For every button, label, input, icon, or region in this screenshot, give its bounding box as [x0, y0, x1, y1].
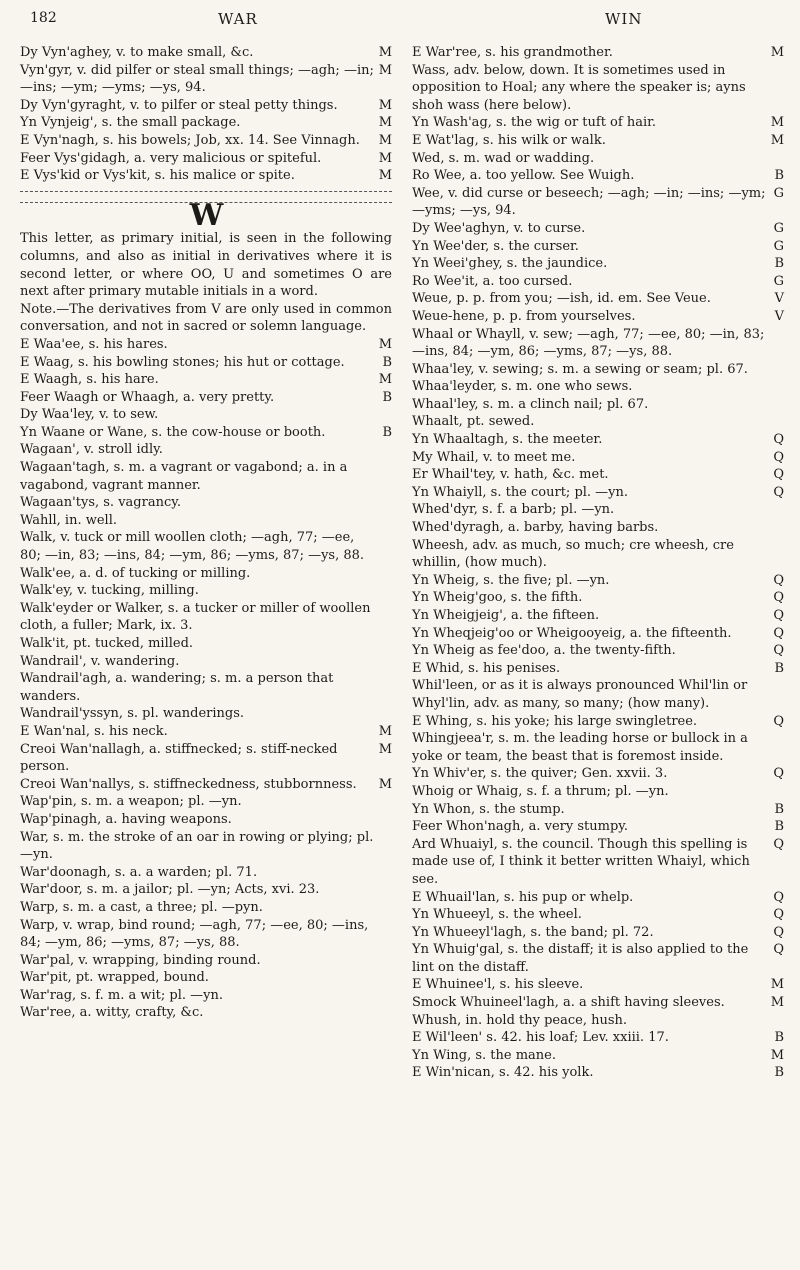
entry-source-tag: Q	[773, 942, 784, 958]
entry-source-tag: Q	[773, 484, 784, 500]
dictionary-entry	[20, 881, 392, 899]
entry-source-tag: V	[774, 308, 784, 324]
entry-text: Feer Vys'gidagh, a. very malicious or spiteful.	[20, 150, 322, 166]
entry-text: E War'ree, s. his grandmother.	[412, 45, 613, 60]
entry-source-tag: B	[774, 819, 784, 835]
dictionary-entry	[412, 396, 784, 414]
entry-source-tag: M	[770, 132, 784, 148]
dictionary-entry	[412, 924, 784, 942]
dictionary-entry	[412, 1012, 784, 1030]
entry-text: Walk, v. tuck or mill woollen cloth; —agh, 77; —ee, 80; —in, 83; —ins, 84; —ym, 86; —yms, 87; —ys, 88.	[20, 530, 365, 564]
entry-text: Er Whail'tey, v. hath, &c. met.	[412, 467, 609, 483]
entry-text: Yn Wheqjeig'oo or Wheigooyeig, a. the fifteenth.	[412, 625, 732, 641]
entry-source-tag: B	[774, 660, 784, 676]
dictionary-entry	[412, 801, 784, 819]
entry-text: Smock Whuineel'lagh, a. a shift having sleeves.	[412, 995, 725, 1011]
dictionary-entry	[412, 537, 784, 572]
dictionary-entry	[412, 466, 784, 484]
entry-text: Yn Whiv'er, s. the quiver; Gen. xxvii. 3.	[412, 766, 668, 782]
entry-source-tag: Q	[773, 432, 784, 448]
entry-source-tag: B	[774, 801, 784, 817]
entry-source-tag: B	[382, 389, 392, 405]
dictionary-entry	[20, 336, 392, 354]
entry-text: Wass, adv. below, down. It is sometimes used in opposition to Hoal; any where the speaker is; ayns shoh wass (here below).	[412, 62, 746, 113]
dictionary-entry	[20, 600, 392, 635]
dictionary-entry	[20, 670, 392, 705]
entry-text: Yn Wash'ag, s. the wig or tuft of hair.	[412, 115, 657, 131]
dictionary-entry	[412, 941, 784, 976]
entry-text: War'pal, v. wrapping, binding round.	[20, 952, 261, 968]
entry-text: Yn Whon, s. the stump.	[412, 801, 565, 817]
entry-source-tag: M	[378, 168, 392, 184]
dictionary-entry	[20, 62, 392, 97]
dictionary-entry	[412, 431, 784, 449]
entry-text: Walk'ey, v. tucking, milling.	[20, 583, 199, 599]
intro-note: Note.—The derivatives from V are only used in common conversation, and not in sacred or solemn language.	[20, 301, 392, 335]
dictionary-entry	[412, 642, 784, 660]
intro-paragraph: This letter, as primary initial, is seen in the following columns, and also as initial in derivatives where it is second letter, or where OO, U and sometimes O are next after primary mutable initials in a word.	[20, 231, 392, 300]
entry-text: Yn Wheig, s. the five; pl. —yn.	[412, 572, 610, 588]
entry-text: Yn Wheig'goo, s. the fifth.	[412, 590, 583, 606]
dictionary-entry	[412, 783, 784, 801]
entry-source-tag: M	[770, 995, 784, 1011]
entry-text: Ro Wee, a. too yellow. See Wuigh.	[412, 168, 635, 184]
entry-text: War'door, s. m. a jailor; pl. —yn; Acts, xvi. 23.	[20, 882, 320, 898]
dictionary-entry	[20, 723, 392, 741]
dictionary-entry	[20, 1004, 392, 1022]
page-number: 182	[30, 10, 57, 26]
dictionary-entry	[412, 589, 784, 607]
entry-text: Whaa'leyder, s. m. one who sews.	[412, 379, 633, 395]
entry-text: Wandrail'agh, a. wandering; s. m. a person that wanders.	[20, 671, 334, 704]
entry-source-tag: M	[378, 132, 392, 148]
dictionary-entry	[20, 969, 392, 987]
entry-source-tag: Q	[773, 572, 784, 588]
dictionary-entry	[20, 565, 392, 583]
entry-source-tag: M	[378, 336, 392, 352]
dictionary-entry	[412, 713, 784, 731]
dictionary-entry	[412, 730, 784, 765]
entry-text: Whed'dyr, s. f. a barb; pl. —yn.	[412, 502, 615, 518]
dictionary-entry	[20, 167, 392, 185]
entry-text: War'rag, s. f. m. a wit; pl. —yn.	[20, 987, 223, 1003]
entry-source-tag: G	[773, 220, 784, 236]
entry-text: E Whuail'lan, s. his pup or whelp.	[412, 889, 634, 905]
entry-source-tag: Q	[773, 643, 784, 659]
entry-text: Warp, s. m. a cast, a three; pl. —pyn.	[20, 899, 263, 915]
entry-text: Yn Whueeyl'lagh, s. the band; pl. 72.	[412, 924, 654, 940]
entry-source-tag: Q	[773, 625, 784, 641]
dictionary-entry	[412, 994, 784, 1012]
entry-text: Ard Whuaiyl, s. the council. Though this spelling is made use of, I think it better written Whaiyl, which see.	[412, 836, 750, 887]
entry-source-tag: Q	[773, 590, 784, 606]
entry-text: E Waag, s. his bowling stones; his hut or cottage.	[20, 354, 345, 370]
left-entries-bottom	[20, 336, 392, 1022]
dictionary-entry	[20, 494, 392, 512]
entry-text: E Wan'nal, s. his neck.	[20, 723, 168, 739]
entry-text: E Waa'ee, s. his hares.	[20, 336, 168, 352]
entry-text: Wandrail', v. wandering.	[20, 653, 180, 669]
dictionary-entry	[20, 987, 392, 1005]
entry-text: Wap'pin, s. m. a weapon; pl. —yn.	[20, 794, 242, 810]
dictionary-entry	[20, 653, 392, 671]
entry-text: Dy Vyn'gyraght, v. to pilfer or steal petty things.	[20, 97, 338, 113]
entry-source-tag: M	[378, 97, 392, 113]
entry-text: Wed, s. m. wad or wadding.	[412, 150, 595, 166]
entry-text: Wagaan'tagh, s. m. a vagrant or vagabond; a. in a vagabond, vagrant manner.	[20, 460, 348, 493]
entry-text: War'pit, pt. wrapped, bound.	[20, 970, 209, 986]
dictionary-entry	[412, 255, 784, 273]
entry-source-tag: B	[382, 424, 392, 440]
running-head-left: WAR	[218, 10, 258, 28]
dictionary-entry	[20, 424, 392, 442]
dictionary-entry	[20, 371, 392, 389]
dictionary-entry	[412, 765, 784, 783]
dictionary-entry	[20, 705, 392, 723]
dictionary-entry	[20, 354, 392, 372]
dictionary-entry	[412, 114, 784, 132]
entry-text: Yn Vynjeig', s. the small package.	[20, 115, 241, 131]
entry-source-tag: V	[774, 291, 784, 307]
dictionary-entry	[412, 238, 784, 256]
entry-text: Weue, p. p. from you; —ish, id. em. See Veue.	[412, 291, 711, 307]
entry-text: E Vys'kid or Vys'kit, s. his malice or spite.	[20, 168, 295, 184]
running-head-right: WIN	[605, 10, 643, 28]
dictionary-entry	[412, 1047, 784, 1065]
entry-source-tag: M	[770, 115, 784, 131]
dictionary-entry	[20, 829, 392, 864]
entry-text: Yn Whaaltagh, s. the meeter.	[412, 432, 603, 448]
entry-text: Wahll, in. well.	[20, 512, 117, 528]
entry-source-tag: M	[378, 62, 392, 78]
entry-text: Whush, in. hold thy peace, hush.	[412, 1012, 628, 1028]
entry-text: Feer Whon'nagh, a. very stumpy.	[412, 819, 629, 835]
entry-source-tag: M	[378, 776, 392, 792]
entry-text: Yn Weei'ghey, s. the jaundice.	[412, 256, 608, 272]
dictionary-entry	[412, 1029, 784, 1047]
entry-source-tag: B	[774, 1065, 784, 1081]
left-column	[20, 44, 392, 1022]
dictionary-entry	[20, 811, 392, 829]
entry-source-tag: Q	[773, 467, 784, 483]
entry-text: Yn Whaiyll, s. the court; pl. —yn.	[412, 484, 629, 500]
entry-text: E Win'nican, s. 42. his yolk.	[412, 1065, 594, 1081]
entry-source-tag: G	[773, 273, 784, 289]
entry-text: E Wil'leen' s. 42. his loaf; Lev. xxiii. 17.	[412, 1030, 669, 1046]
entry-source-tag: Q	[773, 836, 784, 852]
dictionary-entry	[412, 413, 784, 431]
entry-text: Yn Whueeyl, s. the wheel.	[412, 907, 582, 923]
entry-source-tag: M	[378, 372, 392, 388]
dictionary-entry	[20, 150, 392, 168]
dictionary-entry	[20, 741, 392, 776]
dictionary-entry	[412, 818, 784, 836]
dictionary-entry	[412, 273, 784, 291]
entry-source-tag: M	[378, 723, 392, 739]
entry-text: Dy Wee'aghyn, v. to curse.	[412, 220, 586, 236]
dictionary-entry	[20, 582, 392, 600]
entry-source-tag: B	[774, 1030, 784, 1046]
dictionary-entry	[20, 635, 392, 653]
entry-text: War, s. m. the stroke of an oar in rowing or plying; pl. —yn.	[20, 829, 374, 863]
dictionary-entry	[412, 185, 784, 220]
dictionary-entry	[412, 220, 784, 238]
entry-text: Walk'eyder or Walker, s. a tucker or miller of woollen cloth, a fuller; Mark, ix. 3.	[20, 600, 371, 634]
entry-text: Dy Waa'ley, v. to sew.	[20, 407, 159, 423]
dictionary-entry	[412, 677, 784, 712]
dictionary-entry	[20, 132, 392, 150]
entry-source-tag: Q	[773, 924, 784, 940]
entry-text: War'ree, a. witty, crafty, &c.	[20, 1005, 204, 1021]
entry-text: Whaalt, pt. sewed.	[412, 414, 535, 430]
dictionary-entry	[412, 484, 784, 502]
entry-source-tag: M	[378, 45, 392, 60]
entry-source-tag: M	[770, 45, 784, 60]
entry-source-tag: Q	[773, 449, 784, 465]
dictionary-entry	[20, 44, 392, 62]
entry-text: Yn Wee'der, s. the curser.	[412, 238, 579, 254]
entry-text: Vyn'gyr, v. did pilfer or steal small things; —agh; —in; —ins; —ym; —yms; —ys, 94.	[20, 62, 374, 96]
entry-text: Whil'leen, or as it is always pronounced Whil'lin or Whyl'lin, adv. as many, so many; (how many).	[412, 678, 748, 711]
dictionary-entry	[20, 864, 392, 882]
entry-source-tag: G	[773, 238, 784, 254]
dictionary-entry	[20, 793, 392, 811]
dictionary-entry	[412, 361, 784, 379]
entry-source-tag: B	[774, 256, 784, 272]
entry-text: E Vyn'nagh, s. his bowels; Job, xx. 14. See Vinnagh.	[20, 132, 360, 148]
entry-text: Walk'ee, a. d. of tucking or milling.	[20, 565, 251, 581]
entry-text: E Whuinee'l, s. his sleeve.	[412, 977, 584, 993]
dictionary-entry	[412, 660, 784, 678]
entry-source-tag: Q	[773, 766, 784, 782]
dictionary-entry	[412, 150, 784, 168]
dictionary-entry	[412, 836, 784, 889]
entry-source-tag: Q	[773, 713, 784, 729]
entry-text: Whaal or Whayll, v. sew; —agh, 77; —ee, 80; —in, 83; —ins, 84; —ym, 86; —yms, 87; —ys, 88.	[412, 326, 765, 360]
dictionary-entry	[412, 44, 784, 62]
entry-source-tag: B	[774, 168, 784, 184]
entry-text: Creoi Wan'nallagh, a. stiffnecked; s. stiff-necked person.	[20, 741, 338, 775]
entry-text: E Whid, s. his penises.	[412, 660, 561, 676]
entry-source-tag: Q	[773, 608, 784, 623]
entry-text: Yn Whuig'gal, s. the distaff; it is also applied to the lint on the distaff.	[412, 942, 749, 975]
entry-text: Whaal'ley, s. m. a clinch nail; pl. 67.	[412, 396, 649, 412]
dictionary-entry	[20, 952, 392, 970]
entry-text: Dy Vyn'aghey, v. to make small, &c.	[20, 45, 254, 60]
dictionary-entry	[20, 459, 392, 494]
entry-text: My Whail, v. to meet me.	[412, 449, 576, 465]
entry-text: War'doonagh, s. a. a warden; pl. 71.	[20, 864, 258, 880]
dictionary-entry	[20, 441, 392, 459]
section-letter: W	[189, 197, 223, 233]
dictionary-entry	[412, 1064, 784, 1082]
dictionary-entry	[412, 976, 784, 994]
entry-source-tag: M	[770, 1047, 784, 1063]
entry-text: Yn Wheig as fee'doo, a. the twenty-fifth.	[412, 643, 676, 659]
dictionary-entry	[412, 167, 784, 185]
entry-source-tag: G	[773, 185, 784, 201]
entry-source-tag: M	[378, 150, 392, 166]
entry-source-tag: M	[770, 977, 784, 993]
dictionary-entry	[20, 776, 392, 794]
entry-text: E Wat'lag, s. his wilk or walk.	[412, 132, 606, 148]
entry-text: Weue-hene, p. p. from yourselves.	[412, 308, 636, 324]
entry-source-tag: M	[378, 115, 392, 131]
entry-text: Wheesh, adv. as much, so much; cre wheesh, cre whillin, (how much).	[412, 537, 734, 571]
entry-text: E Whing, s. his yoke; his large swingletree.	[412, 713, 698, 729]
dictionary-entry	[412, 308, 784, 326]
dictionary-entry	[412, 906, 784, 924]
entry-source-tag: Q	[773, 907, 784, 923]
entry-text: Whaa'ley, v. sewing; s. m. a sewing or seam; pl. 67.	[412, 361, 748, 377]
entry-text: Ro Wee'it, a. too cursed.	[412, 273, 573, 289]
entry-text: Yn Wheigjeig', a. the fifteen.	[412, 608, 600, 623]
entry-text: Yn Wing, s. the mane.	[412, 1047, 556, 1063]
dictionary-entry	[412, 132, 784, 150]
entry-text: Whoig or Whaig, s. f. a thrum; pl. —yn.	[412, 783, 669, 799]
dictionary-entry	[20, 97, 392, 115]
entry-text: Wagaan'tys, s. vagrancy.	[20, 495, 181, 511]
entry-text: Warp, v. wrap, bind round; —agh, 77; —ee, 80; —ins, 84; —ym, 86; —yms, 87; —ys, 88.	[20, 917, 369, 951]
entry-text: Yn Waane or Wane, s. the cow-house or booth.	[20, 424, 326, 440]
dictionary-entry	[412, 625, 784, 643]
right-entries	[412, 44, 784, 1082]
dictionary-entry	[412, 501, 784, 519]
entry-text: Wee, v. did curse or beseech; —agh; —in; —ins; —ym; —yms; —ys, 94.	[412, 185, 766, 219]
entry-source-tag: B	[382, 354, 392, 370]
entry-text: Whed'dyragh, a. barby, having barbs.	[412, 520, 659, 536]
dictionary-entry	[412, 889, 784, 907]
dictionary-entry	[412, 378, 784, 396]
entry-text: Creoi Wan'nallys, s. stiffneckedness, stubbornness.	[20, 776, 357, 792]
entry-source-tag: M	[378, 741, 392, 757]
entry-text: Wagaan', v. stroll idly.	[20, 442, 163, 458]
entry-text: Wandrail'yssyn, s. pl. wanderings.	[20, 706, 245, 722]
dictionary-entry	[20, 899, 392, 917]
dictionary-entry	[412, 290, 784, 308]
entry-text: Feer Waagh or Whaagh, a. very pretty.	[20, 389, 275, 405]
left-entries-top	[20, 44, 392, 185]
dictionary-entry	[412, 607, 784, 625]
dictionary-entry	[412, 572, 784, 590]
dictionary-entry	[412, 62, 784, 115]
dictionary-entry	[20, 389, 392, 407]
right-column	[412, 44, 784, 1082]
dictionary-entry	[412, 326, 784, 361]
entry-text: Wap'pinagh, a. having weapons.	[20, 811, 232, 827]
dictionary-entry	[412, 449, 784, 467]
entry-source-tag: Q	[773, 889, 784, 905]
dictionary-entry	[20, 406, 392, 424]
entry-text: Whingjeea'r, s. m. the leading horse or bullock in a yoke or team, the beast that is foremost inside.	[412, 731, 748, 764]
entry-text: E Waagh, s. his hare.	[20, 372, 159, 388]
dictionary-entry	[412, 519, 784, 537]
dictionary-entry	[20, 512, 392, 530]
entry-text: Walk'it, pt. tucked, milled.	[20, 636, 194, 651]
dictionary-entry	[20, 114, 392, 132]
dictionary-entry	[20, 529, 392, 564]
dictionary-entry	[20, 917, 392, 952]
